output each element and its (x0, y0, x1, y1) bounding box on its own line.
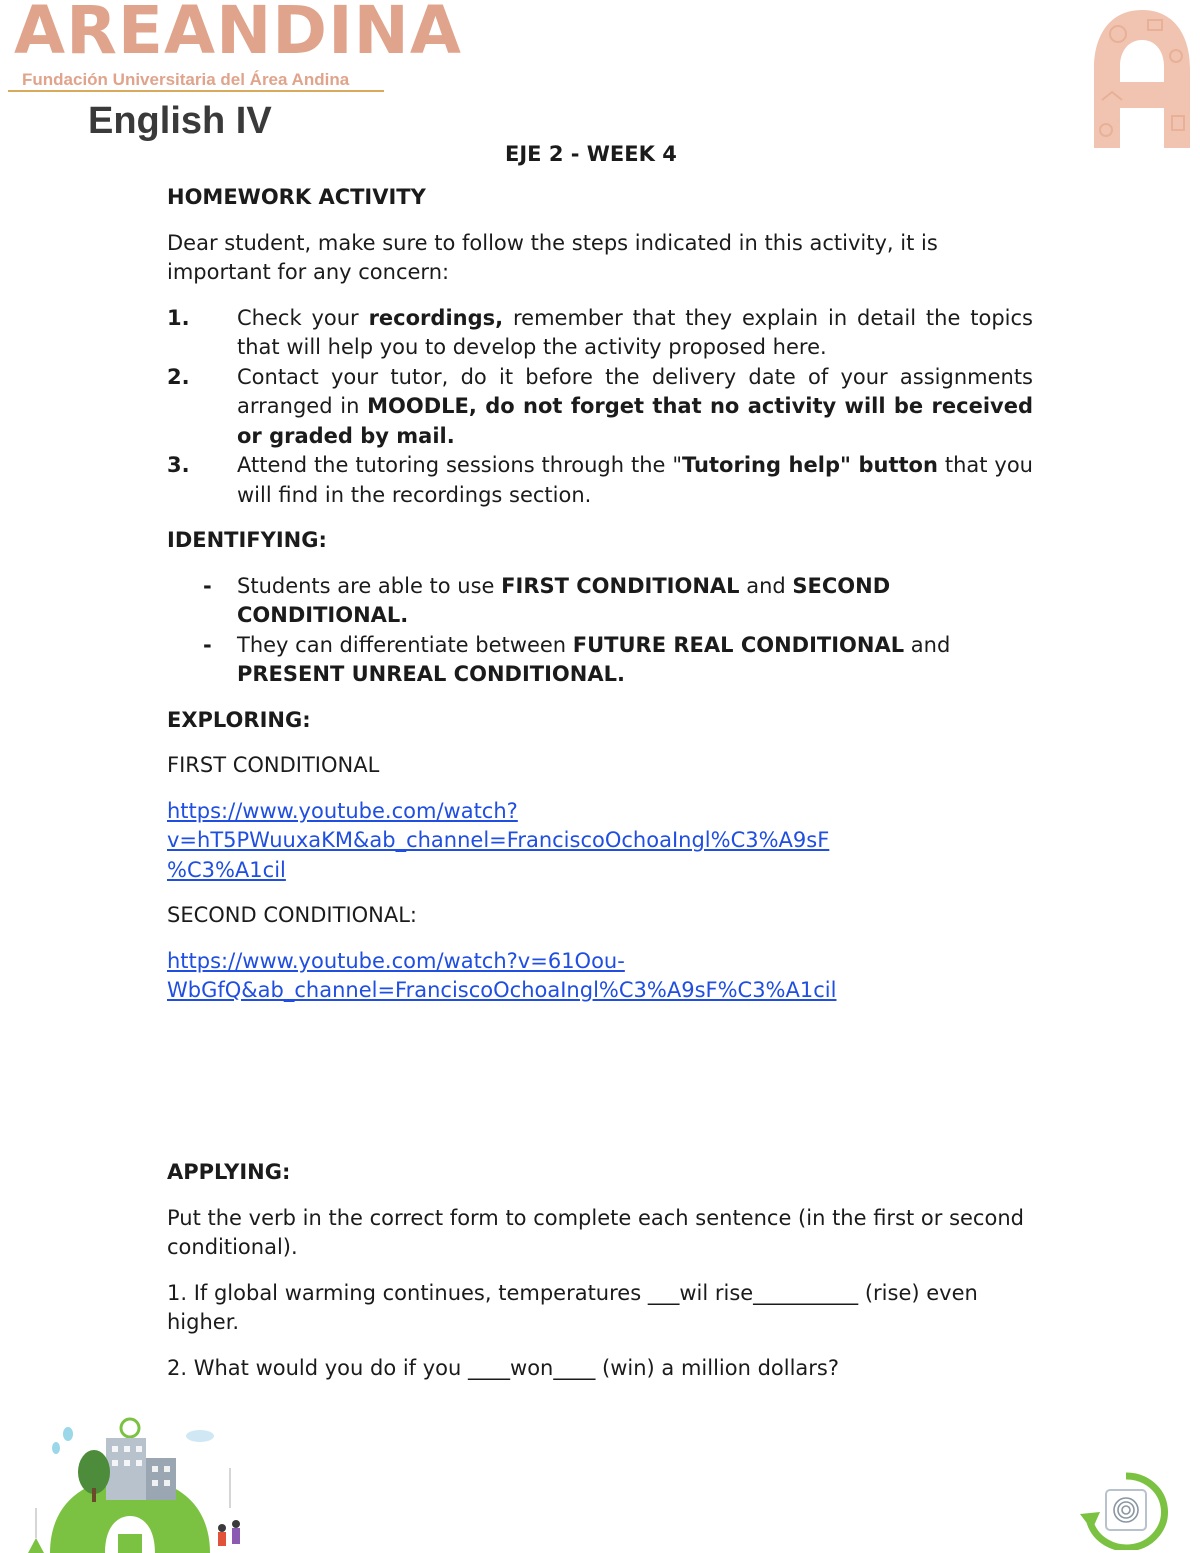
step-bold-text: recordings, (368, 305, 504, 330)
second-conditional-link-block (167, 947, 1033, 1006)
logo-underline (8, 90, 384, 92)
identifying-list (167, 572, 1033, 690)
bullet-text: and (904, 632, 951, 657)
exercise-item-2: 2. What would you do if you ____won____ (win) a million dollars? (167, 1355, 840, 1380)
exploring-heading: EXPLORING: (167, 707, 311, 732)
step-number: 3. (167, 453, 190, 477)
link-text[interactable]: https://www.youtube.com/watch?v=61Oou- (167, 948, 625, 973)
exercise-item-1: 1. If global warming continues, temperatures ___wil rise__________ (rise) even higher. (167, 1280, 978, 1334)
steps-list (167, 304, 1033, 511)
applying-instruction: Put the verb in the correct form to complete each sentence (in the first or second conditional). (167, 1205, 1024, 1259)
step-text: that you will find in the recordings section. (237, 453, 1033, 507)
course-title: English IV (88, 100, 272, 142)
step-item (167, 363, 1033, 452)
bullet-dash: - (203, 632, 212, 657)
second-conditional-label: SECOND CONDITIONAL: (167, 903, 418, 927)
identifying-heading: IDENTIFYING: (167, 528, 327, 552)
bullet-text: Students are able to use (237, 573, 502, 598)
step-number: 1. (167, 305, 190, 330)
bullet-text: They can differentiate between (237, 632, 573, 657)
bullet-item (167, 631, 1033, 690)
areandina-a-logo-icon (1088, 4, 1196, 154)
step-text: remember that they explain in detail the topics that will help you to develop the activity proposed here. (237, 305, 1033, 359)
bullet-item (167, 572, 1033, 631)
step-text: Contact your tutor, do it before the delivery date of your assignments arranged in (237, 364, 1033, 418)
link-text[interactable]: WbGfQ&ab_channel=FranciscoOchoaIngl%C3%A9sF%C3%A1cil (167, 978, 837, 1002)
brand-logo-text: AREANDINA (14, 0, 462, 69)
bullet-text: and (739, 573, 793, 598)
step-text: Check your (237, 305, 369, 330)
step-bold-text: MOODLE, do not forget that no activity will be received or graded by mail. (237, 394, 1033, 448)
step-number: 2. (167, 364, 190, 389)
bullet-bold-text: SECOND CONDITIONAL. (237, 573, 891, 627)
first-conditional-label: FIRST CONDITIONAL (167, 753, 380, 777)
link-text[interactable]: https://www.youtube.com/watch? (167, 798, 518, 823)
link-text[interactable]: v=hT5PWuuxaKM&ab_channel=FranciscoOchoaIngl%C3%A9sF (167, 828, 830, 852)
step-item (167, 304, 1033, 363)
bullet-bold-text: FUTURE REAL CONDITIONAL (572, 632, 905, 657)
homework-heading: HOMEWORK ACTIVITY (167, 185, 426, 209)
step-text: Attend the tutoring sessions through the " (237, 453, 683, 477)
first-conditional-link-block (167, 797, 1033, 886)
bullet-bold-text: PRESENT UNREAL CONDITIONAL. (237, 662, 625, 686)
applying-section (167, 1158, 1033, 1383)
homework-intro: Dear student, make sure to follow the steps indicated in this activity, it is important for any concern: (167, 230, 938, 284)
second-conditional-link[interactable] (167, 949, 836, 1003)
homework-section (167, 183, 1033, 1006)
step-item (167, 451, 1033, 510)
first-conditional-link[interactable] (167, 799, 829, 882)
bullet-dash: - (203, 573, 212, 598)
step-bold-text: Tutoring help" button (682, 453, 938, 477)
fingerprint-recycle-icon (1076, 1470, 1176, 1550)
bullet-bold-text: FIRST CONDITIONAL (501, 573, 740, 598)
brand-subtitle: Fundación Universitaria del Área Andina (22, 70, 350, 89)
eco-city-illustration-icon (10, 1408, 250, 1553)
link-text[interactable]: %C3%A1cil (167, 857, 286, 882)
applying-heading: APPLYING: (167, 1160, 291, 1184)
week-title: EJE 2 - WEEK 4 (505, 142, 677, 166)
